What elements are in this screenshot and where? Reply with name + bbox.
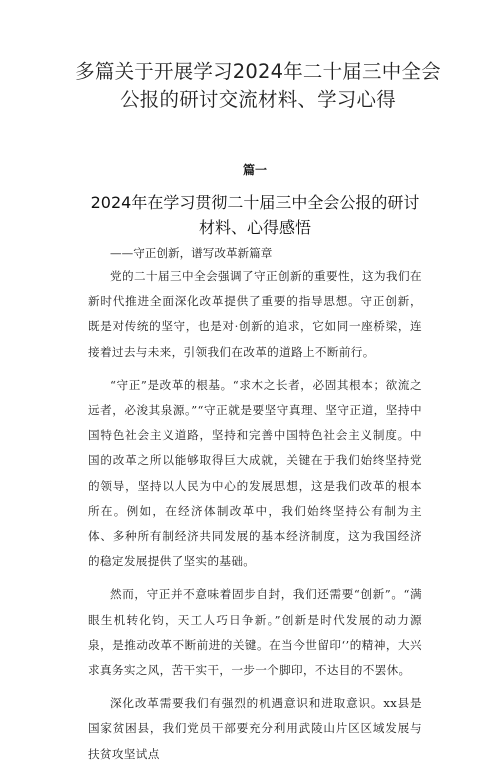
section-title	[68, 190, 442, 240]
body-paragraph-2: “守正”是改革的根基。“求木之长者，必固其根本；欲流之远者，必浚其泉源。”“守正就是要坚守真理、坚守正道，坚持中国特色社会主义道路，坚持和完善中国特色社会主义制度。中国的改革之所以能够取得巨大成就，关键在于我们始终坚持党的领导，坚持以人民为中心的发展思想，这是我们改革的根本所在。例如，在经济体制改革中，我们始终坚持公有制为主体、多种所有制经济共同发展的基本经济制度，这为我国经济的稳定发展提供了坚实的基础。	[88, 377, 422, 569]
document-title	[74, 58, 442, 114]
document-title-line-1: 多篇关于开展学习2024年二十届三中全会	[75, 60, 441, 83]
section-title-line-2: 材料、心得感悟	[198, 218, 311, 237]
body-paragraph-3: 然而，守正并不意味着固步自封，我们还需要“创新”。“满眼生机转化钧，天工人巧日争新。”创新是时代发展的动力源泉，是推动改革不断前进的关键。在当今世留印‘’的精神，大兴求真务实之风，苦干实干，一步一个脚印，不达目的不罢休。	[88, 587, 422, 678]
part-label: 篇一	[242, 163, 267, 177]
body-paragraph-4: 深化改革需要我们有强烈的机遇意识和进取意识。xx县是国家贫困县，我们党员干部要充分利用武陵山片区区域发展与扶贫攻坚试点	[88, 696, 422, 761]
document-title-line-2: 公报的研讨交流材料、学习心得	[120, 88, 396, 111]
body-paragraph-1: 党的二十届三中全会强调了守正创新的重要性，这为我们在新时代推进全面深化改革提供了重要的指导思想。守正创新，既是对传统的坚守，也是对·创新的追求，它如同一座桥梁，连接着过去与未来，引领我们在改革的道路上不断前行。	[88, 269, 422, 359]
section-byline: ——守正创新，谱写改革新篇章	[110, 246, 273, 260]
section-title-line-1: 2024年在学习贯彻二十届三中全会公报的研讨	[90, 193, 420, 212]
document-body	[88, 264, 422, 767]
